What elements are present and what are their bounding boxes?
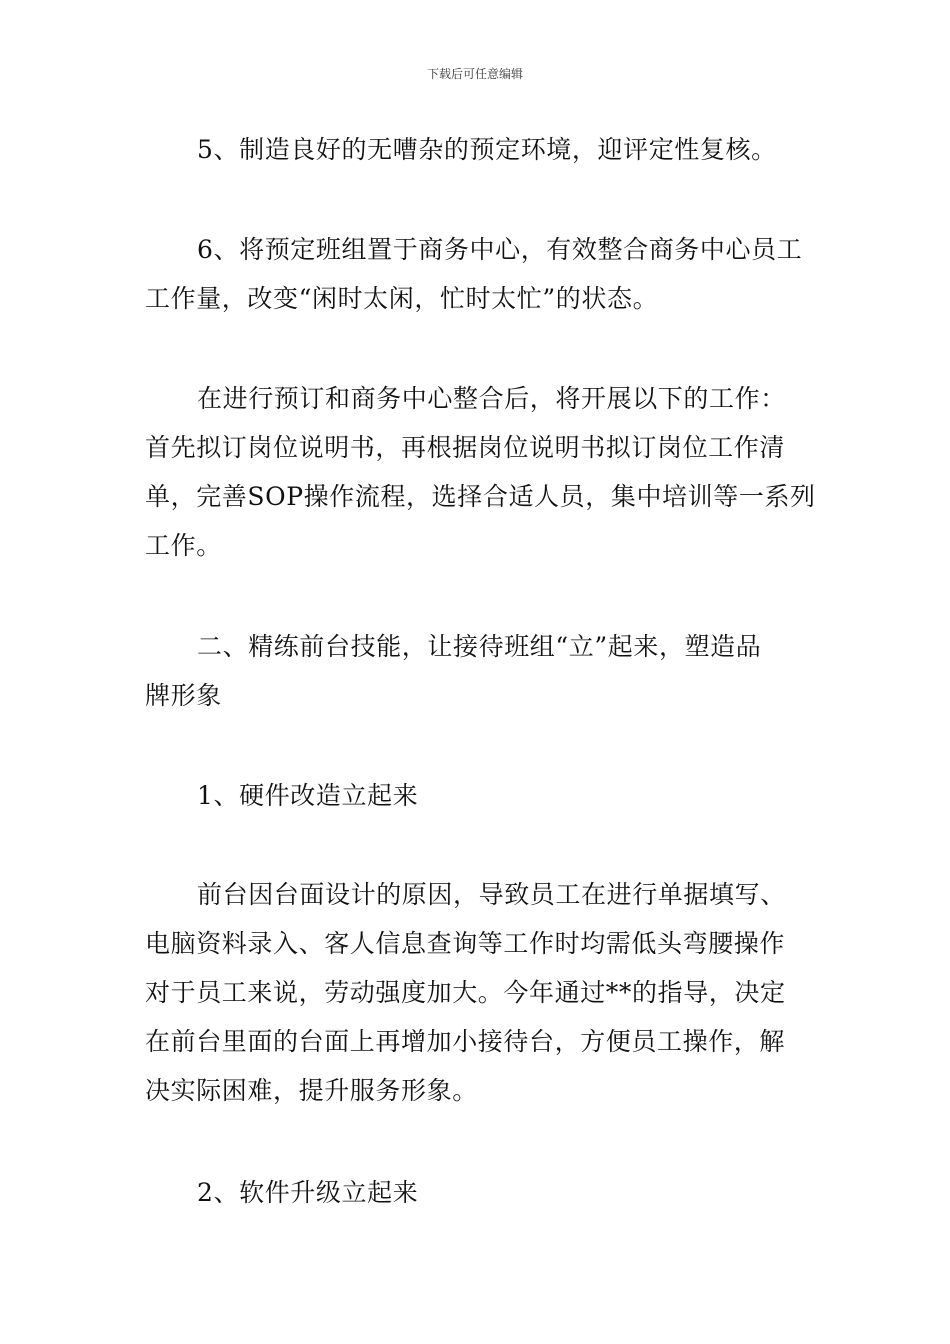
text-line: 在前台里面的台面上再增加小接待台，方便员工操作，解 xyxy=(145,1027,786,1056)
text-line: 6、将预定班组置于商务中心，有效整合商务中心员工 xyxy=(197,235,803,264)
page-header: 下载后可任意编辑 xyxy=(426,67,523,81)
text-line: 首先拟订岗位说明书，再根据岗位说明书拟订岗位工作清 xyxy=(145,433,786,462)
text-line: 单，完善SOP操作流程，选择合适人员，集中培训等一系列 xyxy=(145,482,816,511)
text-line: 1、硬件改造立起来 xyxy=(197,781,419,810)
text-line: 2、软件升级立起来 xyxy=(197,1178,419,1207)
paragraph-item-6 xyxy=(145,225,810,323)
subheading-hardware xyxy=(145,771,810,820)
text-line: 对于员工来说，劳动强度加大。今年通过**的指导，决定 xyxy=(145,978,786,1007)
paragraph-integration-work xyxy=(145,374,816,570)
section-heading-2 xyxy=(145,622,810,720)
text-line: 5、制造良好的无嘈杂的预定环境，迎评定性复核。 xyxy=(197,135,777,164)
paragraph-item-5 xyxy=(145,125,810,174)
text-line: 二、精练前台技能，让接待班组“立”起来，塑造品 xyxy=(197,632,762,661)
text-line: 决实际困难，提升服务形象。 xyxy=(145,1076,478,1105)
text-line: 工作。 xyxy=(145,531,222,560)
paragraph-front-desk xyxy=(145,870,810,1115)
text-line: 前台因台面设计的原因，导致员工在进行单据填写、 xyxy=(197,880,786,909)
subheading-software xyxy=(145,1168,810,1217)
text-line: 在进行预订和商务中心整合后，将开展以下的工作： xyxy=(197,384,786,413)
text-line: 工作量，改变“闲时太闲，忙时太忙”的状态。 xyxy=(145,284,659,313)
text-line: 电脑资料录入、客人信息查询等工作时均需低头弯腰操作 xyxy=(145,929,786,958)
text-line: 牌形象 xyxy=(145,681,222,710)
